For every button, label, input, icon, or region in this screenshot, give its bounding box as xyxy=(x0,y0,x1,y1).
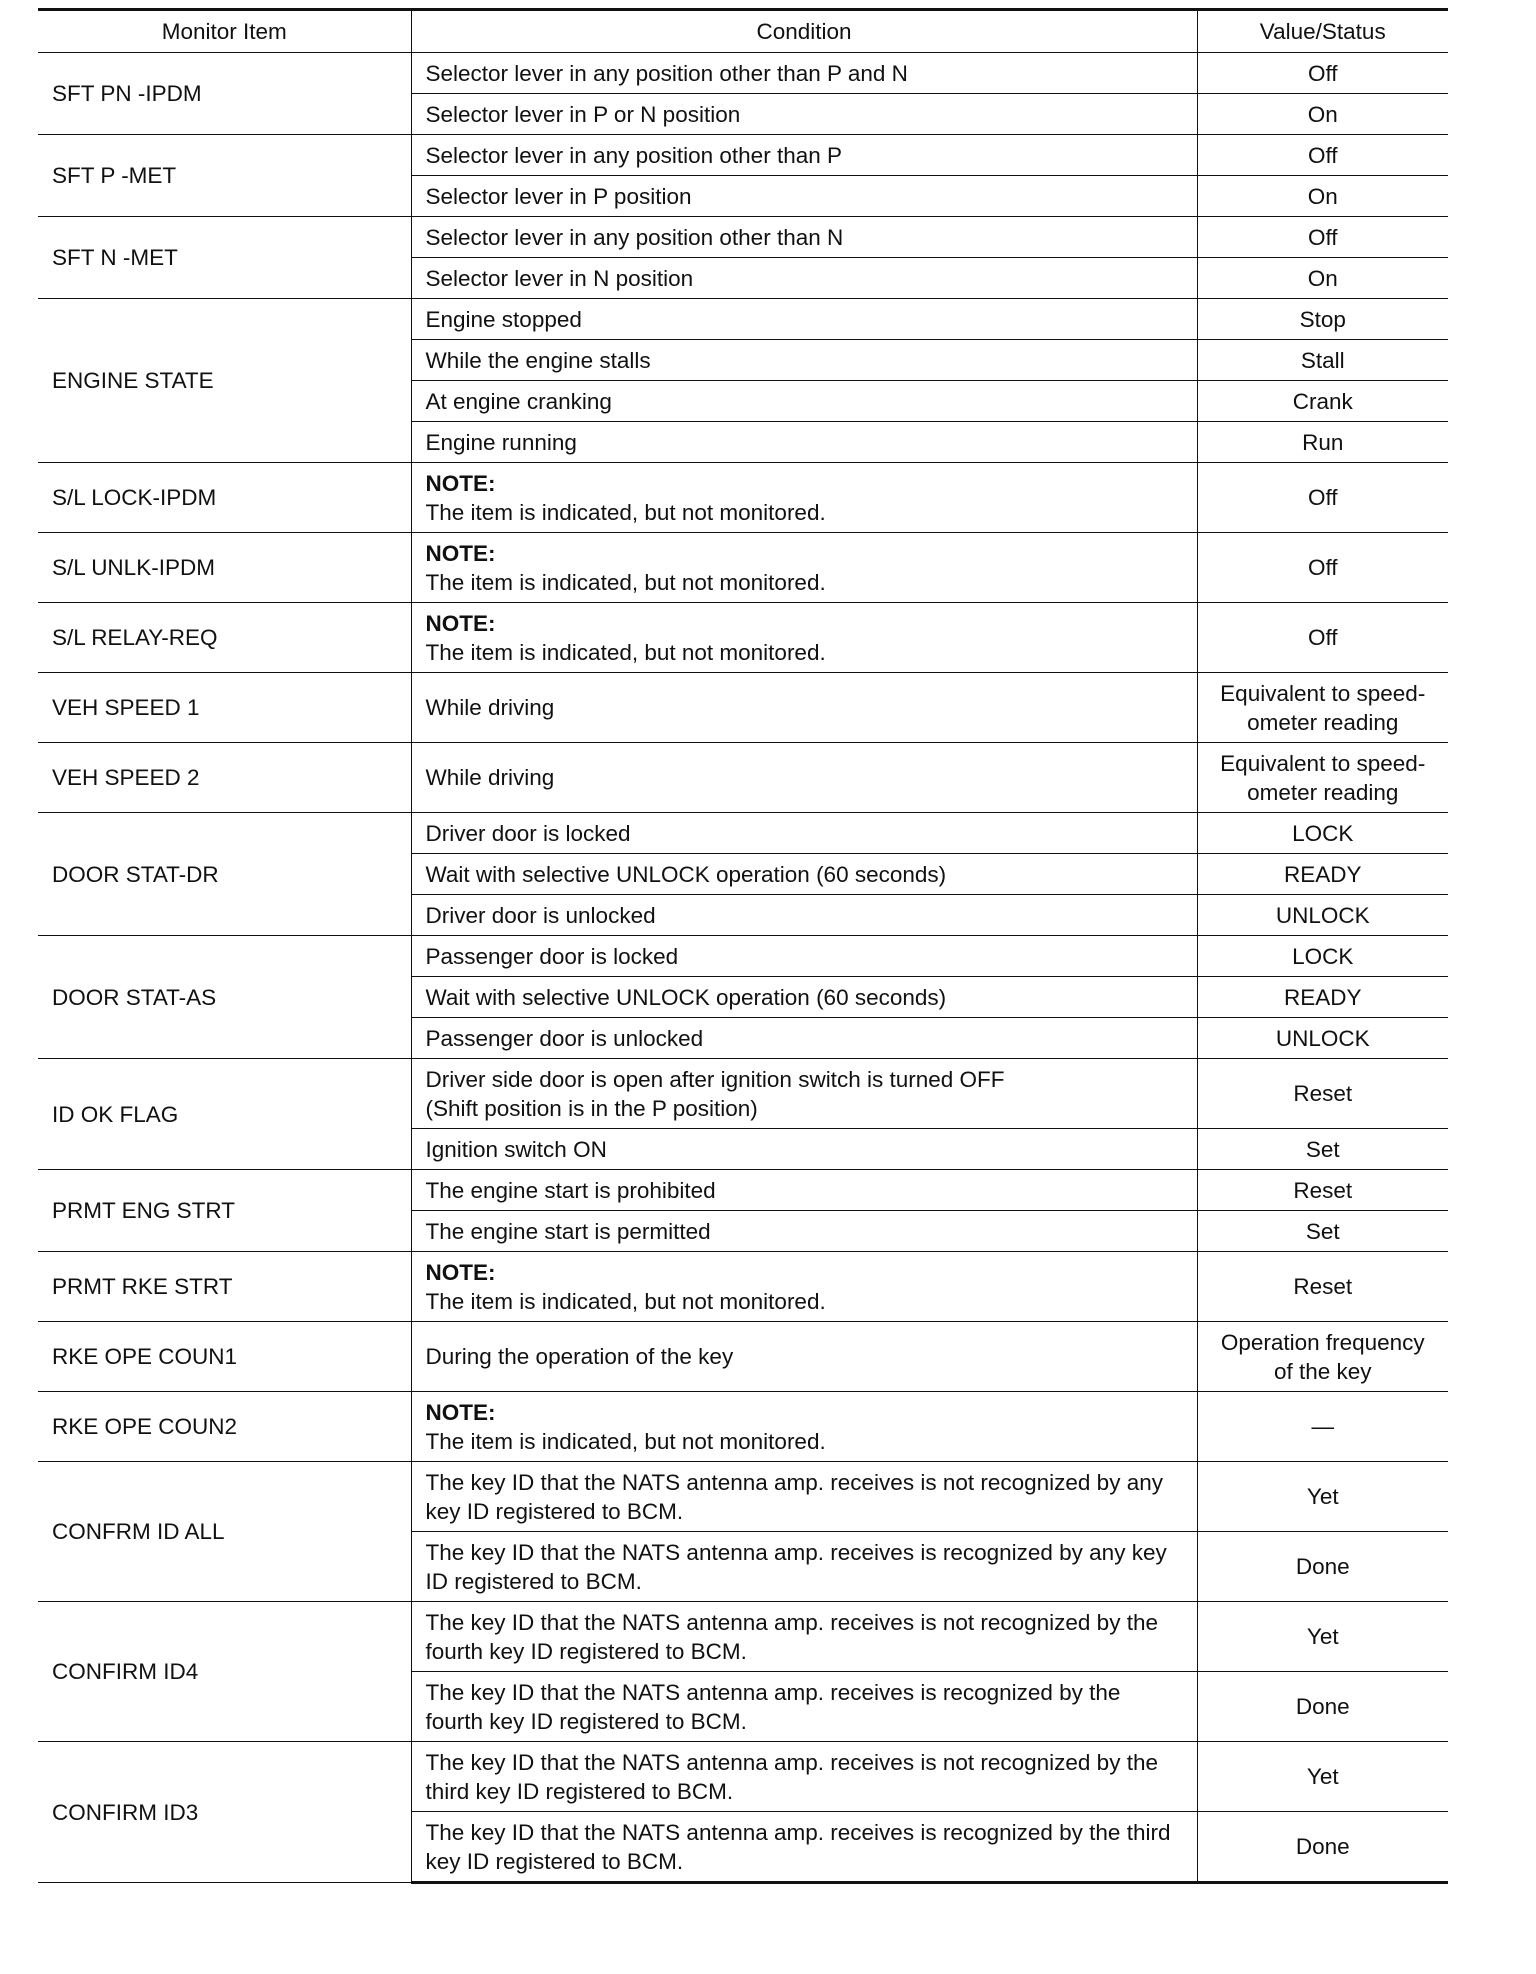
condition-cell: The engine start is prohibited xyxy=(411,1170,1197,1211)
monitor-item-label: CONFRM ID ALL xyxy=(38,1462,411,1602)
value-line: Equivalent to speed- xyxy=(1220,750,1426,776)
note-text: The item is indicated, but not monitored. xyxy=(425,499,826,525)
note-label: NOTE: xyxy=(425,540,496,566)
condition-cell: Ignition switch ON xyxy=(411,1129,1197,1170)
condition-line: third key ID registered to BCM. xyxy=(425,1778,734,1804)
value-cell: Reset xyxy=(1197,1252,1448,1322)
condition-cell: Wait with selective UNLOCK operation (60 seconds) xyxy=(411,977,1197,1018)
note-text: The item is indicated, but not monitored. xyxy=(425,1288,826,1314)
value-cell: — xyxy=(1197,1392,1448,1462)
condition-line: fourth key ID registered to BCM. xyxy=(425,1708,747,1734)
monitor-item-label: S/L RELAY-REQ xyxy=(38,603,411,673)
value-cell: Off xyxy=(1197,53,1448,94)
condition-cell: Passenger door is unlocked xyxy=(411,1018,1197,1059)
monitor-item-label: ID OK FLAG xyxy=(38,1059,411,1170)
value-cell: Yet xyxy=(1197,1462,1448,1532)
value-cell: READY xyxy=(1197,854,1448,895)
note-label: NOTE: xyxy=(425,470,496,496)
table-row xyxy=(38,1059,1448,1129)
value-cell: Off xyxy=(1197,217,1448,258)
condition-cell: While driving xyxy=(411,743,1197,813)
value-cell: Off xyxy=(1197,603,1448,673)
table-row xyxy=(38,1170,1448,1211)
condition-cell: Engine running xyxy=(411,422,1197,463)
condition-line: The key ID that the NATS antenna amp. receives is not recognized by the xyxy=(425,1609,1158,1635)
condition-line: (Shift position is in the P position) xyxy=(425,1095,758,1121)
monitor-item-label: RKE OPE COUN2 xyxy=(38,1392,411,1462)
condition-cell xyxy=(411,1812,1197,1883)
table-row xyxy=(38,53,1448,94)
value-cell: Yet xyxy=(1197,1602,1448,1672)
condition-cell: Selector lever in P or N position xyxy=(411,94,1197,135)
condition-cell xyxy=(411,1602,1197,1672)
value-cell: Off xyxy=(1197,135,1448,176)
note-label: NOTE: xyxy=(425,1259,496,1285)
condition-note-cell xyxy=(411,463,1197,533)
condition-cell: While the engine stalls xyxy=(411,340,1197,381)
value-cell: On xyxy=(1197,176,1448,217)
condition-cell: Selector lever in any position other than N xyxy=(411,217,1197,258)
note-text: The item is indicated, but not monitored. xyxy=(425,639,826,665)
table-row xyxy=(38,603,1448,673)
condition-note-cell xyxy=(411,533,1197,603)
note-text: The item is indicated, but not monitored. xyxy=(425,1428,826,1454)
value-line: ometer reading xyxy=(1247,779,1399,805)
value-cell: Off xyxy=(1197,463,1448,533)
monitor-item-label: SFT N -MET xyxy=(38,217,411,299)
value-line: Equivalent to speed- xyxy=(1220,680,1426,706)
monitor-item-label: SFT PN -IPDM xyxy=(38,53,411,135)
table-row xyxy=(38,1742,1448,1812)
value-cell: Crank xyxy=(1197,381,1448,422)
condition-cell xyxy=(411,1462,1197,1532)
table-row xyxy=(38,533,1448,603)
monitor-item-label: S/L UNLK-IPDM xyxy=(38,533,411,603)
value-cell: Set xyxy=(1197,1211,1448,1252)
condition-cell: The engine start is permitted xyxy=(411,1211,1197,1252)
condition-line: Driver side door is open after ignition switch is turned OFF xyxy=(425,1066,1005,1092)
condition-cell: Passenger door is locked xyxy=(411,936,1197,977)
value-line: of the key xyxy=(1273,1358,1372,1384)
value-cell: Run xyxy=(1197,422,1448,463)
table-row xyxy=(38,217,1448,258)
table-row xyxy=(38,743,1448,813)
table-header-row xyxy=(38,10,1448,53)
condition-line: key ID registered to BCM. xyxy=(425,1498,684,1524)
table-row xyxy=(38,1462,1448,1532)
note-text: The item is indicated, but not monitored. xyxy=(425,569,826,595)
monitor-item-label: SFT P -MET xyxy=(38,135,411,217)
table-row xyxy=(38,135,1448,176)
header-value-status: Value/Status xyxy=(1197,10,1448,53)
header-monitor-item: Monitor Item xyxy=(38,10,411,53)
value-cell: Set xyxy=(1197,1129,1448,1170)
value-cell: On xyxy=(1197,94,1448,135)
monitor-table-page xyxy=(38,8,1448,1884)
monitor-item-label: CONFIRM ID4 xyxy=(38,1602,411,1742)
condition-line: fourth key ID registered to BCM. xyxy=(425,1638,747,1664)
monitor-item-label: DOOR STAT-AS xyxy=(38,936,411,1059)
condition-cell xyxy=(411,1059,1197,1129)
condition-cell xyxy=(411,1672,1197,1742)
table-row xyxy=(38,1322,1448,1392)
monitor-item-label: ENGINE STATE xyxy=(38,299,411,463)
condition-line: The key ID that the NATS antenna amp. receives is recognized by the xyxy=(425,1679,1121,1705)
value-cell: UNLOCK xyxy=(1197,1018,1448,1059)
value-line: ometer reading xyxy=(1247,709,1399,735)
monitor-item-label: PRMT RKE STRT xyxy=(38,1252,411,1322)
monitor-item-label: S/L LOCK-IPDM xyxy=(38,463,411,533)
table-row xyxy=(38,936,1448,977)
condition-note-cell xyxy=(411,1252,1197,1322)
note-label: NOTE: xyxy=(425,610,496,636)
condition-cell xyxy=(411,1742,1197,1812)
condition-cell: Selector lever in any position other than P and N xyxy=(411,53,1197,94)
condition-line: The key ID that the NATS antenna amp. receives is recognized by any key xyxy=(425,1539,1167,1565)
value-cell: Stop xyxy=(1197,299,1448,340)
table-row xyxy=(38,463,1448,533)
value-cell: LOCK xyxy=(1197,936,1448,977)
condition-note-cell xyxy=(411,1392,1197,1462)
condition-cell: Selector lever in any position other than P xyxy=(411,135,1197,176)
condition-cell: While driving xyxy=(411,673,1197,743)
condition-line: The key ID that the NATS antenna amp. receives is not recognized by any xyxy=(425,1469,1163,1495)
condition-cell: Selector lever in P position xyxy=(411,176,1197,217)
monitor-item-label: DOOR STAT-DR xyxy=(38,813,411,936)
value-cell: Yet xyxy=(1197,1742,1448,1812)
value-cell: On xyxy=(1197,258,1448,299)
note-label: NOTE: xyxy=(425,1399,496,1425)
condition-cell xyxy=(411,1532,1197,1602)
table-row xyxy=(38,299,1448,340)
condition-cell: Selector lever in N position xyxy=(411,258,1197,299)
value-cell: Reset xyxy=(1197,1059,1448,1129)
value-cell: Stall xyxy=(1197,340,1448,381)
table-row xyxy=(38,1392,1448,1462)
table-row xyxy=(38,1602,1448,1672)
table-row xyxy=(38,1252,1448,1322)
value-cell: Done xyxy=(1197,1672,1448,1742)
monitor-item-label: VEH SPEED 1 xyxy=(38,673,411,743)
condition-cell: Driver door is unlocked xyxy=(411,895,1197,936)
value-cell: READY xyxy=(1197,977,1448,1018)
condition-line: key ID registered to BCM. xyxy=(425,1848,684,1874)
value-cell xyxy=(1197,743,1448,813)
condition-line: The key ID that the NATS antenna amp. receives is recognized by the third xyxy=(425,1819,1171,1845)
value-cell: UNLOCK xyxy=(1197,895,1448,936)
header-condition: Condition xyxy=(411,10,1197,53)
condition-cell: Driver door is locked xyxy=(411,813,1197,854)
value-cell: Off xyxy=(1197,533,1448,603)
value-cell xyxy=(1197,673,1448,743)
condition-note-cell xyxy=(411,603,1197,673)
monitor-item-label: VEH SPEED 2 xyxy=(38,743,411,813)
value-cell: Done xyxy=(1197,1812,1448,1883)
condition-line: The key ID that the NATS antenna amp. receives is not recognized by the xyxy=(425,1749,1158,1775)
table-row xyxy=(38,813,1448,854)
monitor-item-label: CONFIRM ID3 xyxy=(38,1742,411,1883)
value-cell: Reset xyxy=(1197,1170,1448,1211)
condition-cell: At engine cranking xyxy=(411,381,1197,422)
table-row xyxy=(38,673,1448,743)
value-cell: Done xyxy=(1197,1532,1448,1602)
value-line: Operation frequency xyxy=(1220,1329,1425,1355)
condition-cell: Wait with selective UNLOCK operation (60 seconds) xyxy=(411,854,1197,895)
monitor-item-label: RKE OPE COUN1 xyxy=(38,1322,411,1392)
monitor-item-label: PRMT ENG STRT xyxy=(38,1170,411,1252)
monitor-item-table xyxy=(38,8,1448,1884)
value-cell: LOCK xyxy=(1197,813,1448,854)
condition-line: ID registered to BCM. xyxy=(425,1568,642,1594)
condition-cell: Engine stopped xyxy=(411,299,1197,340)
value-cell xyxy=(1197,1322,1448,1392)
condition-cell: During the operation of the key xyxy=(411,1322,1197,1392)
